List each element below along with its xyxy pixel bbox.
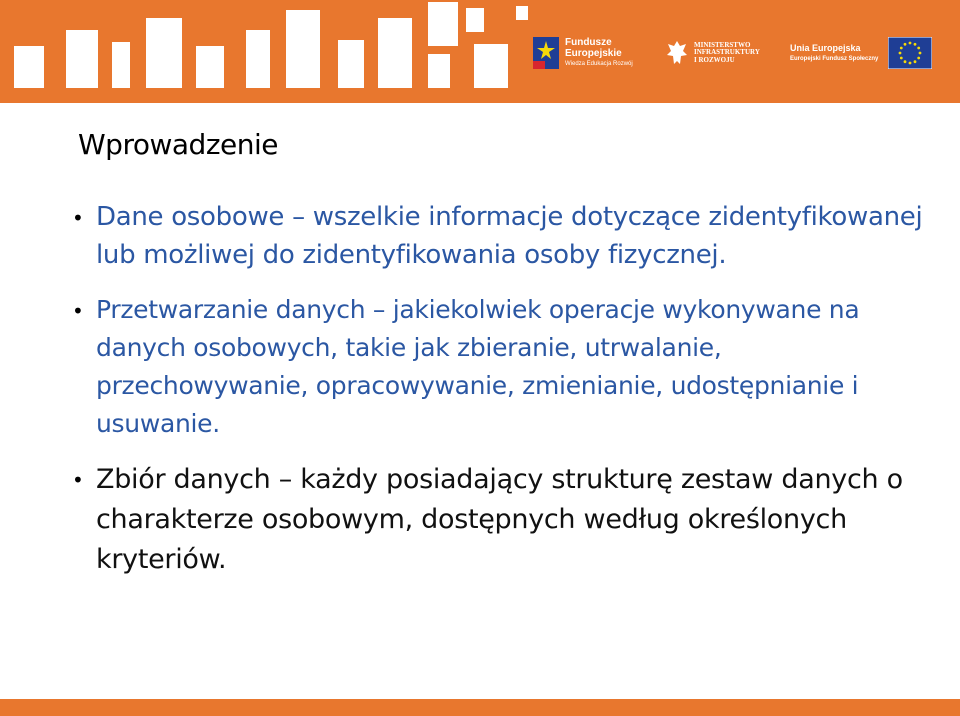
bullet-item xyxy=(72,291,932,443)
fe-star-icon xyxy=(533,33,559,73)
bullet-dot-icon: • xyxy=(72,206,84,230)
ministry-line1: MINISTERSTWO xyxy=(694,40,751,49)
footer-bar xyxy=(0,699,960,716)
fe-name-line1: Fundusze xyxy=(565,37,612,49)
ministry-line2: INFRASTRUKTURY xyxy=(694,48,760,57)
slide-title: Wprowadzenie xyxy=(78,128,278,161)
eu-subtitle: Europejski Fundusz Społeczny xyxy=(790,56,879,63)
bullet-dot-icon: • xyxy=(72,468,84,492)
eu-title: Unia Europejska xyxy=(790,42,861,53)
bullet-item xyxy=(72,460,932,580)
decor-square xyxy=(196,46,224,88)
ministry-line3: I ROZWOJU xyxy=(694,55,735,64)
decor-square xyxy=(474,44,508,88)
fe-logo xyxy=(533,28,633,78)
decor-square xyxy=(246,30,270,88)
bullet-list xyxy=(72,198,932,597)
decor-square xyxy=(516,6,528,20)
fe-subtitle: Wiedza Edukacja Rozwój xyxy=(565,61,633,68)
bullet-text: Dane osobowe – wszelkie informacje dotyczące zidentyfikowanej lub możliwej do zidentyfikowania osoby fizycznej. xyxy=(96,202,923,270)
eu-flag-icon xyxy=(888,37,932,69)
decor-square xyxy=(466,8,484,32)
decor-square xyxy=(338,40,364,88)
bullet-text: Przetwarzanie danych – jakiekolwiek operacje wykonywane na danych osobowych, takie jak zbieranie, utrwalanie, przechowywanie, opracowywanie, zmienianie, udostępnianie i usuwanie. xyxy=(96,295,860,438)
decor-square xyxy=(14,46,44,88)
decor-square xyxy=(112,42,130,88)
decor-square xyxy=(286,10,320,88)
decor-square xyxy=(428,2,458,46)
bullet-dot-icon: • xyxy=(72,299,84,323)
bullet-item xyxy=(72,198,932,274)
decor-square xyxy=(428,54,450,88)
eu-logo xyxy=(790,28,932,78)
decor-square xyxy=(146,18,182,88)
eagle-emblem-icon xyxy=(666,38,688,68)
decor-square xyxy=(66,30,98,88)
decor-square xyxy=(378,18,412,88)
bullet-text: Zbiór danych – każdy posiadający strukturę zestaw danych o charakterze osobowym, dostępnych według określonych kryteriów. xyxy=(96,464,903,575)
fe-name-line2: Europejskie xyxy=(565,47,622,59)
ministry-logo xyxy=(666,28,760,78)
header-banner xyxy=(0,0,960,103)
